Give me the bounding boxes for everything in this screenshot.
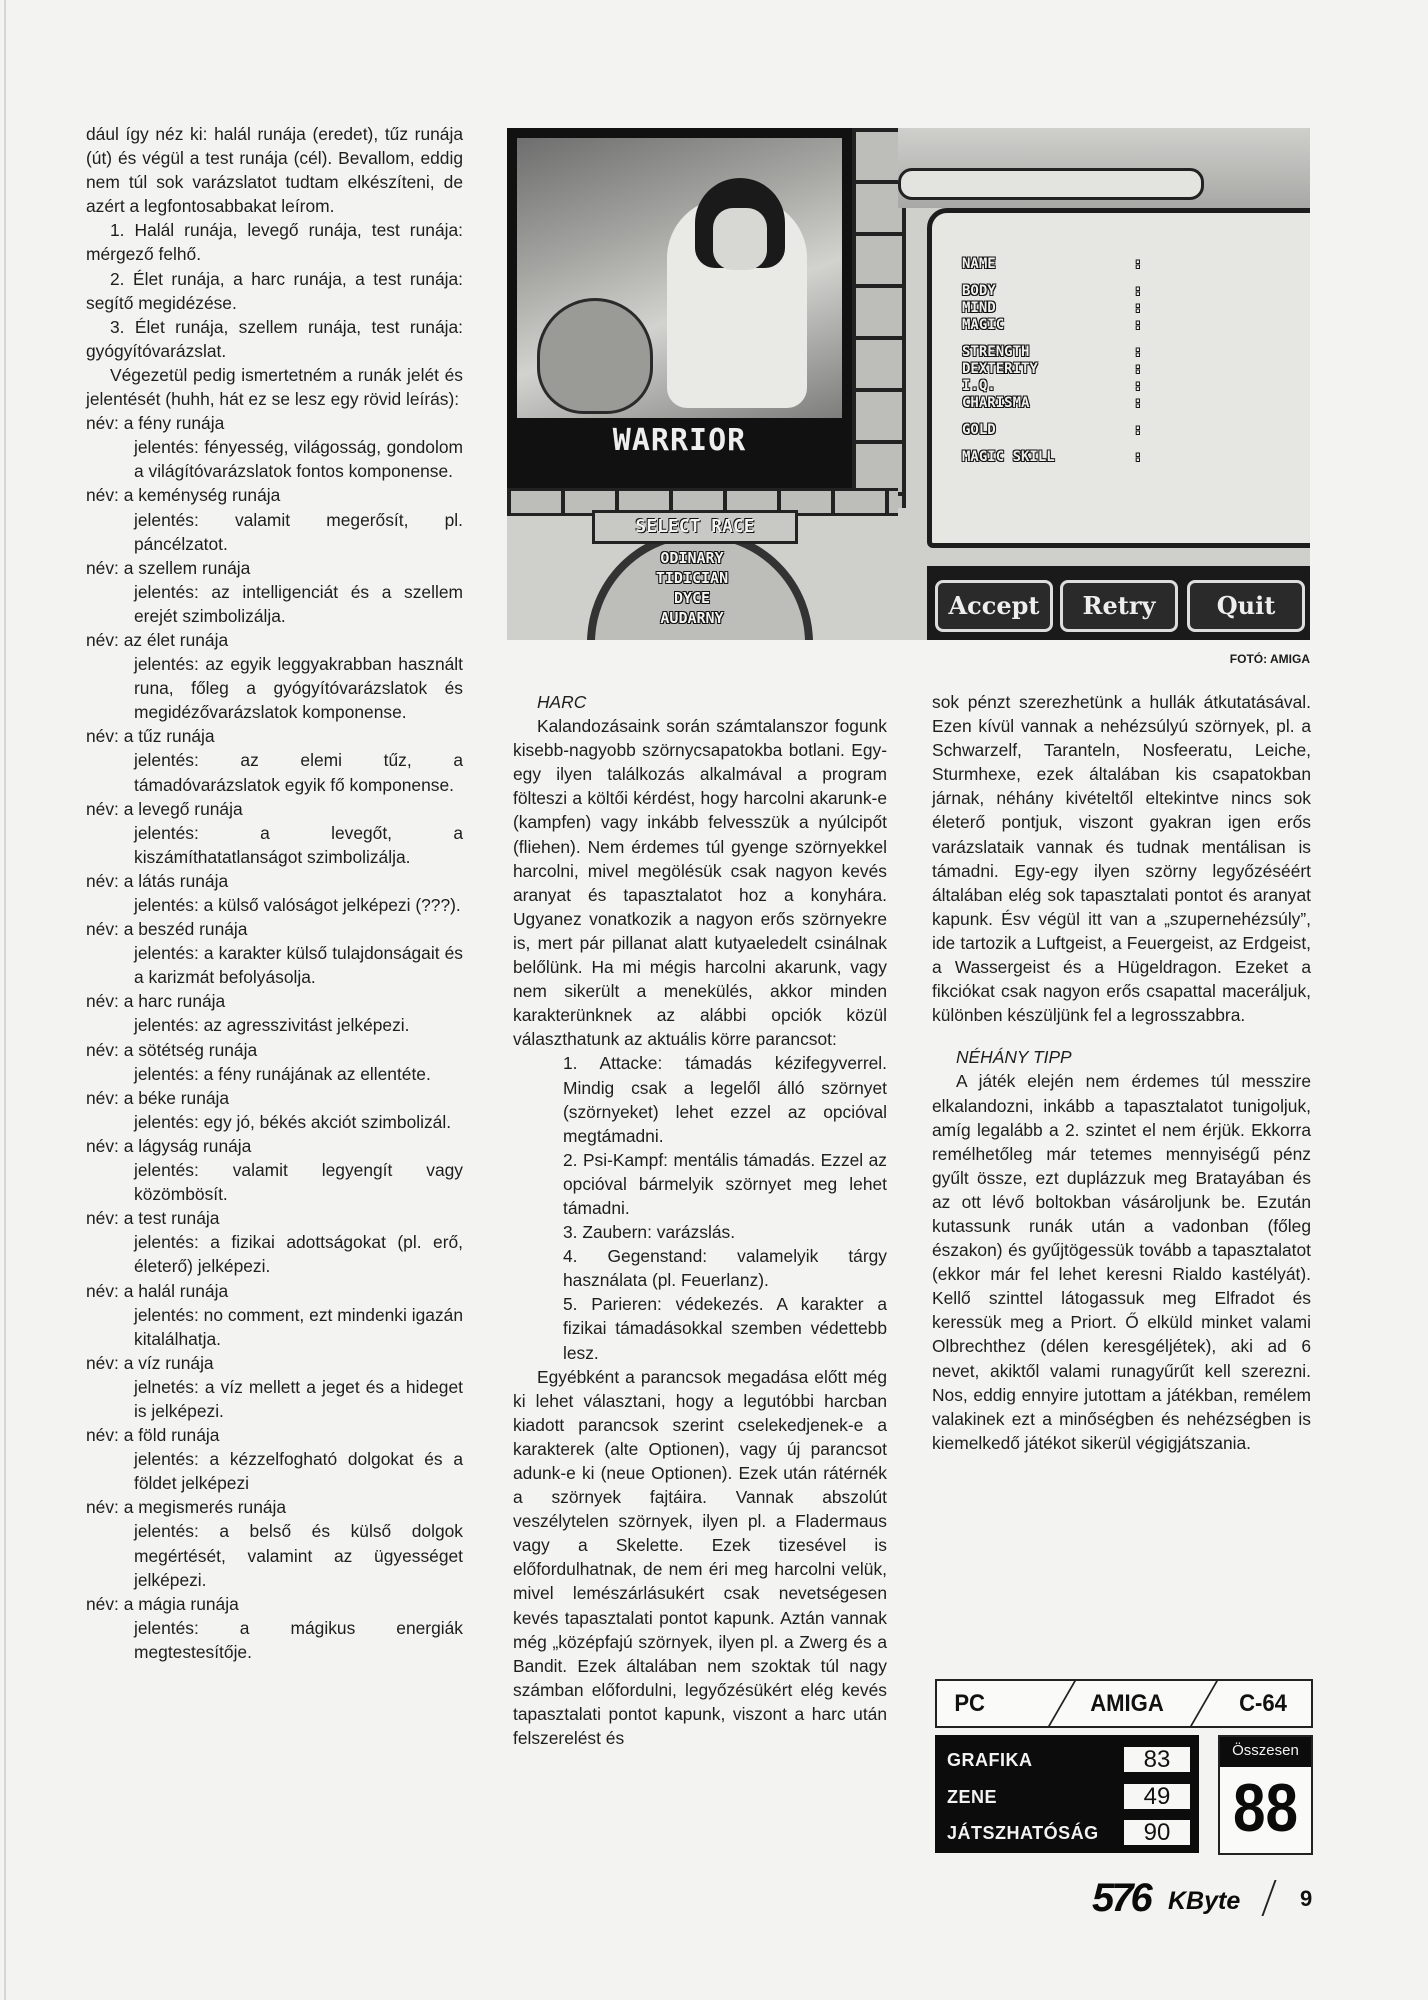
stat-row	[962, 283, 1142, 300]
score-row	[947, 1745, 1191, 1775]
combat-paragraph: Kalandozásaink során számtalanszor fogunk kisebb-nagyobb szörnycsapatokba botlani. Egy-egy ilyen találkozás alkalmával a program fölteszi a költői kérdést, hogy harcolni akarunk-e (kampfen) vagy inkább felvesszük a nyúlcipőt (fliehen). Nem érdemes túl gyenge szörnyekkel harcolni, mivel megölésük csak nagyon kevés aranyat és tapasztalatot hoz a konyhára. Ugyanez vonatkozik a nagyon erős szörnyekre is, mert pár pillanat alatt kutyaeledelt csinálnak belőlünk. Ha mi mégis harcolni akarunk, vagy nem sikerült a menekülés, akkor minden karakterünknek az alábbi opciók közül választhatunk az aktuális körre parancsot:	[513, 716, 887, 1050]
stat-label: DEXTERITY	[962, 361, 1038, 377]
quit-button: Quit	[1187, 580, 1305, 632]
rune-entry	[86, 1495, 463, 1591]
photo-credit: FOTÓ: AMIGA	[1229, 652, 1310, 666]
stat-row	[962, 449, 1142, 466]
stat-label: GOLD	[962, 422, 996, 438]
stat-value: :	[1133, 422, 1142, 438]
stat-label: BODY	[962, 283, 996, 299]
combat-option: 3. Zaubern: varázslás.	[563, 1222, 736, 1243]
rune-entry	[86, 1592, 463, 1664]
rune-meaning: jelentés: a mágikus energiák megtestesítője.	[134, 1617, 463, 1662]
platform-divider	[1047, 1679, 1077, 1728]
total-score-box	[1218, 1735, 1313, 1855]
stat-row	[962, 422, 1142, 439]
race-list	[617, 548, 767, 628]
rune-name: név: a harc runája	[86, 991, 226, 1012]
rune-entry	[86, 1423, 463, 1495]
spell-recipe-3: 3. Élet runája, szellem runája, test runája: gyógyítóvarázslat.	[86, 316, 463, 361]
rune-name: név: a mágia runája	[86, 1593, 239, 1614]
score-label: GRAFIKA	[947, 1750, 1033, 1770]
rune-entry	[86, 411, 463, 483]
race-option: TIDICIAN	[655, 569, 729, 587]
combat-option: 2. Psi-Kampf: mentális támadás. Ezzel az opcióval bármelyik szörnyet meg lehet támadni.	[563, 1149, 887, 1218]
skull-figure	[537, 298, 653, 414]
rune-entry	[86, 628, 463, 724]
stat-row	[962, 395, 1142, 412]
race-option: ODINARY	[660, 549, 724, 567]
stat-label: I.Q.	[962, 378, 996, 394]
stat-value: :	[1133, 256, 1142, 272]
stat-value: :	[1133, 361, 1142, 377]
rune-meaning: jelentés: az elemi tűz, a támadóvarázslatok egyik fő komponense.	[134, 750, 463, 795]
rune-meaning: jelentés: fényesség, világosság, gondolom a világítóvarázslatok fontos komponense.	[134, 437, 463, 482]
rune-name: név: a test runája	[86, 1208, 220, 1229]
select-race-button: SELECT RACE	[592, 510, 798, 544]
intro-paragraph: dául így néz ki: halál runája (eredet), tűz runája (út) és végül a test runája (cél). Bevallom, eddig nem túl sok varázslatot tudtam elkészíteni, de azért a legfontosabbakat leírom.	[86, 124, 463, 217]
rune-name: név: a keménység runája	[86, 485, 281, 506]
magazine-logo-number: 576	[1092, 1876, 1150, 1920]
stat-row	[962, 378, 1142, 395]
tips-paragraph: A játék elején nem érdemes túl messzire elkalandozni, inkább a tapasztalatot tunigoljuk, amíg legalább a 2. szintet el nem érjük. Ekkorra remélhetőleg már tetemes mennyiségű pénz gyűlt össze, ezt duplázzuk meg Bratayában és az ott lévő boltokban vásároljunk be. Ezután kutassunk runák után a vadonban (főleg északon) és gyűjtögessük tovább a tapasztalatot (ekkor már fel lehet keresni Rialdo kastélyát). Kellő szinttel látogassuk meg Elfradot és keressük meg a Priort. Ő elküld minket valami Olbrechthez (délen keresgéljétek), aki ad 6 nevet, akiktől valami runagyűrűt kell szerezni. Nos, eddig ennyire jutottam a játékban, remélem valakinek ezt a minőségben és nehézségben is kiemelkedő játékot sikerül végigjátszania.	[932, 1071, 1311, 1453]
rune-meaning: jelentés: valamit megerősít, pl. páncélzatot.	[134, 509, 463, 554]
total-label: Összesen	[1220, 1737, 1311, 1767]
rune-name: név: a béke runája	[86, 1087, 230, 1108]
page-number: 9	[1300, 1886, 1313, 1911]
accept-button: Accept	[935, 580, 1053, 632]
rune-entry	[86, 556, 463, 628]
rune-name: név: a lágyság runája	[86, 1135, 252, 1156]
combat-option: 1. Attacke: támadás kézifegyverrel. Mindig csak a legelől álló szörnyet (szörnyeket) lehet ezzel az opcióval megtámadni.	[563, 1053, 887, 1146]
score-table	[935, 1735, 1199, 1853]
platform-divider	[1189, 1679, 1219, 1728]
rune-meaning: jelentés: valamit legyengít vagy közömbösít.	[134, 1160, 463, 1205]
right-column	[932, 690, 1311, 1455]
total-value: 88	[1232, 1770, 1299, 1846]
rune-entry	[86, 797, 463, 869]
rune-name: név: a megismerés runája	[86, 1497, 287, 1518]
warrior-portrait-image	[517, 138, 842, 418]
spell-recipe-1: 1. Halál runája, levegő runája, test runája: mérgező felhő.	[86, 220, 463, 265]
stat-label: MIND	[962, 300, 996, 316]
rune-entry	[86, 483, 463, 555]
platform-c64: C-64	[1239, 1690, 1287, 1717]
rune-meaning: jelentés: a külső valóságot jelképezi (???).	[134, 895, 461, 915]
left-column	[86, 122, 463, 1664]
race-option: AUDARNY	[660, 609, 724, 627]
score-value: 83	[1124, 1747, 1190, 1772]
footer-divider	[1261, 1880, 1276, 1916]
class-label: WARRIOR	[612, 423, 747, 458]
rune-meaning: jelentés: no comment, ezt mindenki igazán kitalálhatja.	[134, 1304, 463, 1349]
rune-meaning: jelentés: az agresszivitást jelképezi.	[134, 1015, 410, 1036]
rune-name: név: a föld runája	[86, 1425, 220, 1446]
stat-row	[962, 361, 1142, 378]
rune-entry	[86, 1134, 463, 1206]
rune-meaning: jelentés: az intelligenciát és a szellem erejét szimbolizálja.	[134, 581, 463, 626]
score-value: 49	[1124, 1784, 1190, 1809]
rune-entry	[86, 1279, 463, 1351]
platform-pc: PC	[954, 1690, 986, 1717]
rune-meaning: jelentés: a kézzelfogható dolgokat és a földet jelképezi	[134, 1449, 463, 1494]
rune-name: név: a víz runája	[86, 1352, 214, 1373]
rune-meaning: jelentés: a karakter külső tulajdonságait és a karizmát befolyásolja.	[134, 943, 463, 988]
score-row	[947, 1818, 1191, 1848]
stat-row	[962, 344, 1142, 361]
rune-name: név: a beszéd runája	[86, 919, 248, 940]
score-label: JÁTSZHATÓSÁG	[947, 1823, 1099, 1843]
stat-label: MAGIC	[962, 317, 1005, 333]
portrait-frame	[507, 128, 852, 488]
rune-entry	[86, 989, 463, 1037]
monsters-paragraph: Egyébként a parancsok megadása előtt még ki lehet választani, hogy a legutóbbi harcban kiadott parancsok szerint cselekedjenek-e a karakterek (alte Optionen), vagy új parancsot adunk-e ki (neue Optionen). Ezek után rátérnék a szörnyek fajtáira. Vannak abszolút veszélytelen szörnyek, ilyen pl. a Fladermaus vagy a Skelette. Ezek tizesével is előfordulhatnak, de nem éri meg harcolni velük, mivel lemészárlásukért csak nevetségesen kevés tapasztalati pontot kapunk. Aztán vannak még „középfajú szörnyek, ilyen pl. a Zwerg és a Bandit. Ezek általában nem szoktak túl nagy számban előfordulni, legyőzésükért elég kevés tapasztalati pontot kapunk, viszont a harc után felszerelést és	[513, 1366, 887, 1749]
stat-value: :	[1133, 283, 1142, 299]
stat-row	[962, 256, 1142, 273]
stat-list	[962, 256, 1242, 466]
stat-value: :	[1133, 378, 1142, 394]
rune-list-intro: Végezetül pedig ismertetném a runák jelét és jelentését (huhh, hát ez se lesz egy rövid leírás):	[86, 364, 463, 410]
stat-row	[962, 300, 1142, 317]
rune-name: név: a sötétség runája	[86, 1039, 258, 1060]
section-title-harc: HARC	[537, 692, 587, 712]
rune-meaning: jelentés: a belső és külső dolgok megértését, valamint az ügyességet jelképezi.	[134, 1521, 463, 1590]
monsters-continued-paragraph: sok pénzt szerezhetünk a hullák átkutatásával. Ezen kívül vannak a nehézsúlyú szörnyek, pl. a Schwarzelf, Taranteln, Nosfeeratu, Leiche, Sturmhexe, ezek általában kis csapatokban járnak, néhány kivételtől eltekintve nincs sok életerő pontjuk, viszont gyakran igen erős varázslataik vannak és tudnak mentálisan is támadni. Egy-egy ilyen szörny legyőzéséért általában elég sok tapasztalati pontot és aranyat kapunk. Ésv végül itt van a „szupernehézsúly”, ide tartozik a Luftgeist, a Feuergeist, az Erdgeist, a Wassergeist és a Hügeldragon. Ezeket a fikciókat csak nagyon erős csapattal maceráljuk, különben készüljünk fel a legrosszabbra.	[932, 692, 1311, 1026]
rune-name: név: a halál runája	[86, 1280, 229, 1301]
warrior-face	[713, 208, 767, 270]
stat-label: MAGIC SKILL	[962, 449, 1055, 465]
rune-entry	[86, 1086, 463, 1134]
stat-label: STRENGTH	[962, 344, 1030, 360]
stat-value: :	[1133, 449, 1142, 465]
stat-value: :	[1133, 344, 1142, 360]
rune-entry	[86, 1038, 463, 1086]
rune-meaning: jelentés: egy jó, békés akciót szimbolizál.	[134, 1111, 452, 1132]
rune-name: név: az élet runája	[86, 629, 229, 650]
rune-meaning: jelnetés: a víz mellett a jeget és a hideget is jelképezi.	[134, 1376, 463, 1421]
combat-option: 4. Gegenstand: valamelyik tárgy használata (pl. Feuerlanz).	[563, 1246, 887, 1291]
middle-column	[513, 690, 887, 1750]
score-label: ZENE	[947, 1787, 998, 1807]
rune-meaning: jelentés: a fény runájának az ellentéte.	[134, 1063, 431, 1084]
stat-value: :	[1133, 317, 1142, 333]
retry-button: Retry	[1060, 580, 1178, 632]
rune-name: név: a fény runája	[86, 413, 225, 434]
stat-row	[962, 317, 1142, 334]
stat-label: CHARISMA	[962, 395, 1030, 411]
platform-bar	[935, 1679, 1313, 1728]
page-edge	[4, 0, 6, 2000]
rune-meaning: jelentés: a levegőt, a kiszámíthatatlanságot szimbolizálja.	[134, 822, 463, 867]
combat-option: 5. Parieren: védekezés. A karakter a fizikai támadásokkal szemben védettebb lesz.	[563, 1294, 887, 1363]
magazine-logo-name: KByte	[1168, 1887, 1241, 1915]
rune-name: név: a látás runája	[86, 870, 229, 891]
rune-entry	[86, 724, 463, 796]
rune-entry	[86, 1206, 463, 1278]
game-screenshot	[507, 128, 1310, 640]
rune-name: név: a tűz runája	[86, 726, 215, 747]
rune-name: név: a levegő runája	[86, 798, 243, 819]
rune-entry	[86, 917, 463, 989]
score-row	[947, 1782, 1191, 1812]
platform-amiga: AMIGA	[1090, 1690, 1164, 1717]
stat-value: :	[1133, 300, 1142, 316]
stat-value: :	[1133, 395, 1142, 411]
rune-meaning: jelentés: az egyik leggyakrabban használt runa, főleg a gyógyítóvarázslatok és megidézővarázslatok komponense.	[134, 654, 463, 723]
rune-entry	[86, 869, 463, 917]
race-option: DYCE	[673, 589, 711, 607]
rune-name: név: a szellem runája	[86, 557, 251, 578]
score-value: 90	[1124, 1820, 1190, 1845]
spell-recipe-2: 2. Élet runája, a harc runája, a test runája: segítő megidézése.	[86, 268, 463, 313]
arm-illustration	[898, 168, 1204, 200]
rune-meaning: jelentés: a fizikai adottságokat (pl. erő, életerő) jelképezi.	[134, 1232, 463, 1277]
stat-label: NAME	[962, 256, 996, 272]
section-title-tips: NÉHÁNY TIPP	[956, 1047, 1072, 1068]
rune-entry	[86, 1351, 463, 1423]
